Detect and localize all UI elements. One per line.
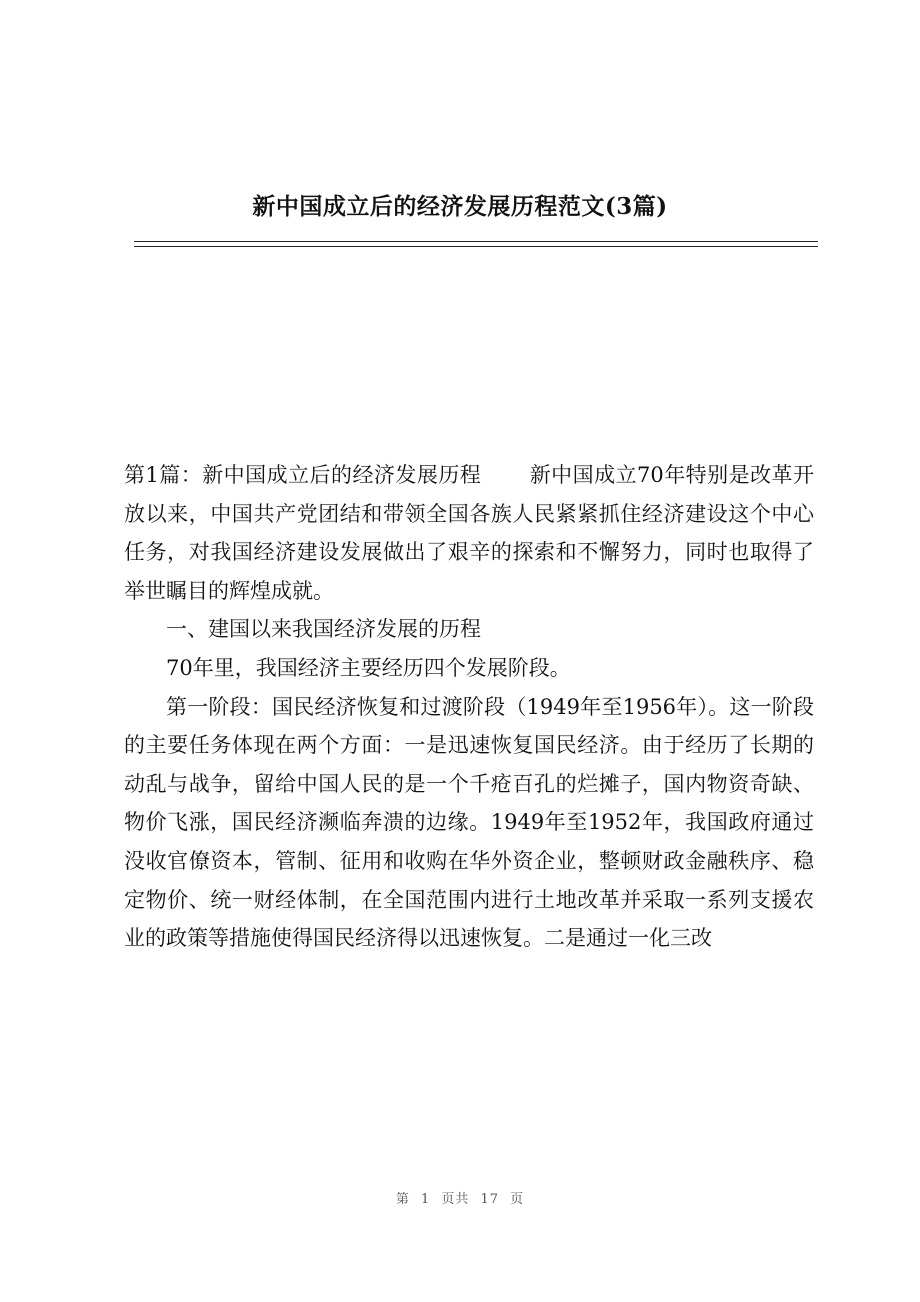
intro-text: 新中国成立70年特别是改革开放以来，中国共产党团结和带领全国各族人民紧紧抓住经济建设这个中心任务，对我国经济建设发展做出了艰辛的探索和不懈努力，同时也取得了举世瞩目的辉煌成就。 — [124, 463, 814, 603]
stage-one-paragraph: 第一阶段：国民经济恢复和过渡阶段（1949年至1956年）。这一阶段的主要任务体现在两个方面：一是迅速恢复国民经济。由于经历了长期的动乱与战争，留给中国人民的是一个千疮百孔的烂摊子，国内物资奇缺、物价飞涨，国民经济濒临奔溃的边缘。1949年至1952年，我国政府通过没收官僚资本，管制、征用和收购在华外资企业，整顿财政金融秩序、稳定物价、统一财经体制，在全国范围内进行土地改革并采取一系列支援农业的政策等措施使得国民经济得以迅速恢复。二是通过一化三改 — [124, 694, 814, 951]
article-heading: 第1篇：新中国成立后的经济发展历程 — [124, 463, 482, 487]
document-body — [124, 456, 814, 958]
title-double-rule — [134, 241, 818, 247]
intro-paragraph — [124, 456, 814, 610]
section-heading: 一、建国以来我国经济发展的历程 — [166, 617, 481, 642]
document-title: 新中国成立后的经济发展历程范文(3篇) — [252, 193, 668, 220]
page-number-footer: 第 1 页共 17 页 — [395, 1192, 525, 1207]
stage-summary-paragraph: 70年里，我国经济主要经历四个发展阶段。 — [166, 655, 571, 680]
